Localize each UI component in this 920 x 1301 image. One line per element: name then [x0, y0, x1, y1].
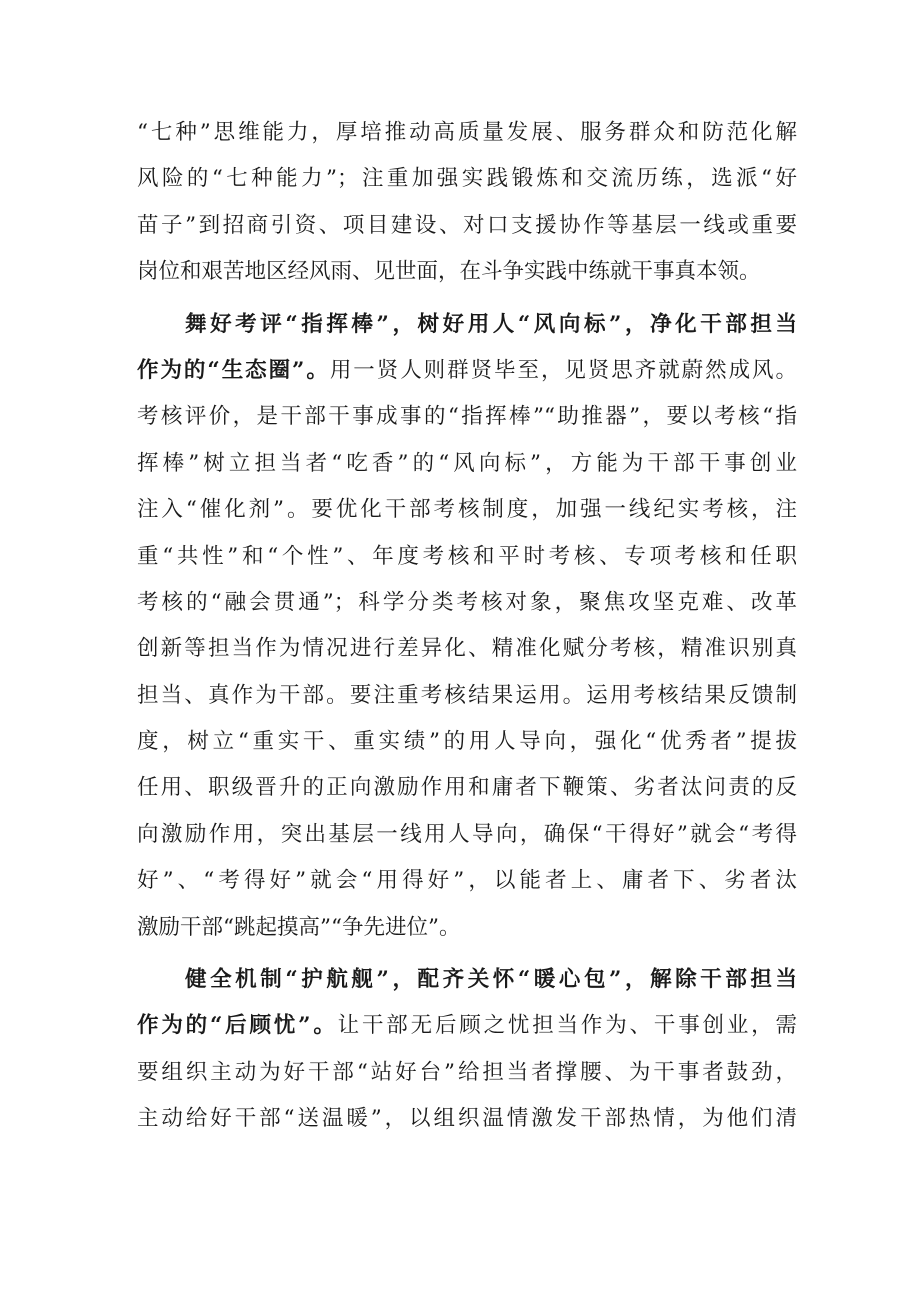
text-line: 苗子”到招商引资、项目建设、对口支援协作等基层一线或重要: [137, 212, 797, 238]
text-line: 度，树立“重实干、重实绩”的用人导向，强化“优秀者”提拔: [137, 729, 797, 755]
text-line: “七种”思维能力，厚培推动高质量发展、服务群众和防范化解: [137, 120, 797, 145]
paragraph-2: [137, 302, 797, 951]
text-line: 重“共性”和“个性”、年度考核和平时考核、专项考核和任职: [137, 543, 797, 569]
text-line: 担当、真作为干部。要注重考核结果运用。运用考核结果反馈制: [137, 682, 797, 708]
text-line: 创新等担当作为情况进行差异化、精准化赋分考核，精准识别真: [137, 636, 797, 662]
text-line: [137, 1003, 797, 1049]
bold-heading: 作为的“生态圈”。: [137, 357, 330, 383]
bold-heading: 舞好考评“指挥棒”，树好用人“风向标”，净化干部担当: [185, 311, 797, 337]
paragraph-1: [137, 110, 797, 296]
text-line: 考核评价，是干部干事成事的“指挥棒”“助推器”，要以考核“指: [137, 404, 797, 430]
bold-heading: 作为的“后顾忧”。: [137, 1013, 338, 1039]
text-span: 让干部无后顾之忧担当作为、干事创业，需: [337, 1013, 797, 1039]
text-line: 挥棒”树立担当者“吃香”的“风向标”，方能为干部干事创业: [137, 450, 797, 476]
text-line: 风险的“七种能力”；注重加强实践锻炼和交流历练，选派“好: [137, 166, 797, 192]
bold-heading: 健全机制“护航舰”，配齐关怀“暖心包”，解除干部担当: [185, 967, 797, 993]
text-line: [137, 957, 797, 1003]
text-line: 主动给好干部“送温暖”，以组织温情激发干部热情，为他们清: [137, 1106, 797, 1132]
text-line: [137, 348, 797, 394]
paragraph-3: [137, 957, 797, 1143]
text-line: 注入“催化剂”。要优化干部考核制度，加强一线纪实考核，注: [137, 497, 797, 523]
text-line: 向激励作用，突出基层一线用人导向，确保“干得好”就会“考得: [137, 821, 797, 847]
text-line: 要组织主动为好干部“站好台”给担当者撑腰、为干事者鼓劲，: [137, 1059, 797, 1085]
text-line: [137, 302, 797, 348]
text-line: 好”、“考得好”就会“用得好”，以能者上、庸者下、劣者汰: [137, 868, 797, 894]
text-line: 岗位和艰苦地区经风雨、见世面，在斗争实践中练就干事真本领。: [137, 259, 761, 285]
text-line: 激励干部“跳起摸高”“争先进位”。: [137, 914, 461, 940]
text-span: 用一贤人则群贤毕至，见贤思齐就蔚然成风。: [329, 357, 797, 383]
document-page: [137, 110, 797, 1143]
text-line: 任用、职级晋升的正向激励作用和庸者下鞭策、劣者汰问责的反: [137, 775, 797, 801]
text-line: 考核的“融会贯通”；科学分类考核对象，聚焦攻坚克难、改革: [137, 589, 797, 615]
